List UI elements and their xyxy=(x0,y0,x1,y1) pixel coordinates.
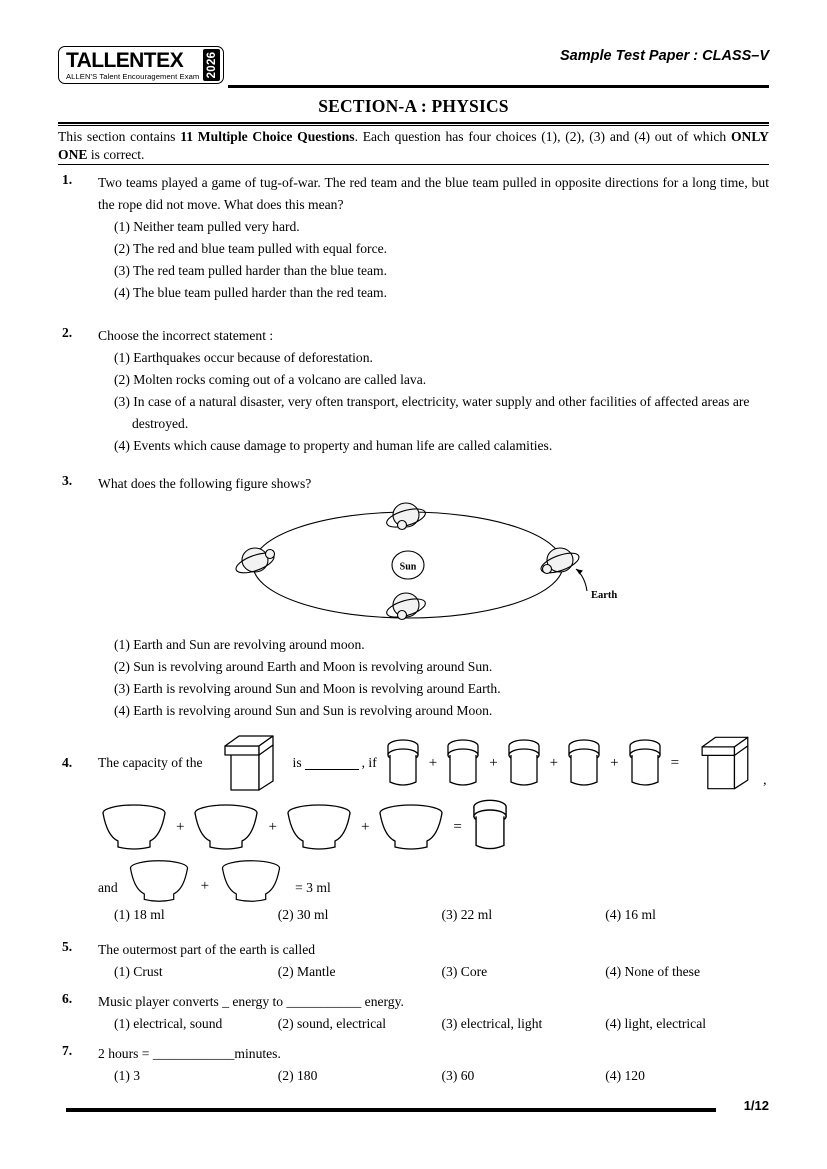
question-1-option-3[interactable]: (3) The red team pulled harder than the blue team. xyxy=(114,263,388,278)
instructions-bold-onlyone: ONLY ONE xyxy=(58,129,769,162)
question-3-option-1[interactable]: (1) Earth and Sun are revolving around moon. xyxy=(114,637,365,652)
question-2-option-2[interactable]: (2) Molten rocks coming out of a volcano are called lava. xyxy=(114,372,427,387)
question-4-text-part3: , if xyxy=(361,755,377,770)
question-7-option-1[interactable]: (1) 3 xyxy=(114,1068,141,1083)
question-2-number: 2. xyxy=(62,325,73,340)
question-1-option-4[interactable]: (4) The blue team pulled harder than the red team. xyxy=(114,285,388,300)
question-7-option-2[interactable]: (2) 180 xyxy=(277,1068,318,1083)
equals-sign-2: = xyxy=(453,818,462,835)
question-6-text: Music player converts _ energy to ___________ energy. xyxy=(98,994,404,1009)
question-3-text: What does the following figure shows? xyxy=(98,476,312,491)
question-6-option-4[interactable]: (4) light, electrical xyxy=(605,1016,707,1031)
bowl-icon-3 xyxy=(283,802,355,852)
question-4-line-1 xyxy=(58,730,769,796)
glass-icon-5 xyxy=(625,735,665,791)
question-5-option-2[interactable]: (2) Mantle xyxy=(277,964,336,979)
glass-icon-1 xyxy=(383,735,423,791)
question-3-option-2[interactable]: (2) Sun is revolving around Earth and Moon is revolving around Sun. xyxy=(114,659,493,674)
glass-icon-4 xyxy=(564,735,604,791)
question-1 xyxy=(58,172,769,304)
tallentex-logo xyxy=(58,46,224,84)
section-rule-bottom xyxy=(58,164,769,165)
question-7-number: 7. xyxy=(62,1043,73,1058)
plus-sign-b1: + xyxy=(176,818,185,835)
earth-right xyxy=(539,548,582,577)
question-3 xyxy=(58,473,769,722)
section-rule-top xyxy=(58,122,769,126)
question-6-options xyxy=(98,1013,769,1035)
question-4-option-4[interactable]: (4) 16 ml xyxy=(605,907,656,922)
question-1-number: 1. xyxy=(62,172,73,187)
orbit-figure xyxy=(98,497,769,634)
page-number: 1/12 xyxy=(743,1098,769,1113)
instructions-pre: This section contains xyxy=(58,129,181,144)
question-1-option-2[interactable]: (2) The red and blue team pulled with equal force. xyxy=(114,241,388,256)
logo-year-badge xyxy=(203,49,220,81)
section-title: SECTION-A : PHYSICS xyxy=(318,96,509,116)
question-2-option-3[interactable] xyxy=(98,391,769,435)
question-6-number: 6. xyxy=(62,991,73,1006)
question-4-text-result: = 3 ml xyxy=(295,880,331,895)
earth-callout-arrow xyxy=(576,569,587,591)
orbit-diagram-svg xyxy=(98,497,778,629)
logo-wordmark xyxy=(66,50,183,71)
question-4-option-1[interactable]: (1) 18 ml xyxy=(114,907,165,922)
plus-sign-b4: + xyxy=(200,878,210,894)
question-2-option-1[interactable]: (1) Earthquakes occur because of deforestation. xyxy=(114,350,373,365)
sun-symbol xyxy=(392,551,424,579)
question-3-number: 3. xyxy=(62,473,73,488)
question-4-line-3 xyxy=(98,858,769,904)
question-2 xyxy=(58,325,769,457)
sample-test-paper-title: Sample Test Paper : CLASS–V xyxy=(560,48,769,64)
question-6-option-3[interactable]: (3) electrical, light xyxy=(441,1016,543,1031)
sun-label: Sun xyxy=(399,561,417,573)
earth-label: Earth xyxy=(591,590,618,601)
logo-tagline: ALLEN'S Talent Encouragement Exam xyxy=(66,72,200,81)
instructions-post: is correct. xyxy=(87,146,145,162)
question-1-text: Two teams played a game of tug-of-war. The red team and the blue team pulled in opposite directions for a long time, but the rope did not move. What does this mean? xyxy=(98,175,769,212)
bowl-icon-2 xyxy=(190,802,262,852)
question-7-options xyxy=(98,1065,769,1087)
header-rule xyxy=(228,85,769,88)
page-header xyxy=(58,44,769,94)
question-1-option-1[interactable]: (1) Neither team pulled very hard. xyxy=(114,219,300,234)
question-5 xyxy=(58,939,769,983)
question-7-option-3[interactable]: (3) 60 xyxy=(441,1068,475,1083)
question-2-option-3-text: (3) In case of a natural disaster, very often transport, electricity, water supply and other facilities of affected areas are destroyed. xyxy=(114,394,750,431)
question-5-number: 5. xyxy=(62,939,73,954)
equals-sign-1: = xyxy=(670,754,680,771)
question-4-blank[interactable] xyxy=(305,757,359,770)
footer-rule xyxy=(66,1108,716,1112)
logo-word-part1: TALLEN xyxy=(66,49,144,72)
earth-bottom xyxy=(385,593,428,621)
bowl-icon-4 xyxy=(375,802,447,852)
question-4-option-3[interactable]: (3) 22 ml xyxy=(441,907,493,922)
question-5-text: The outermost part of the earth is called xyxy=(98,942,316,957)
question-2-option-4[interactable]: (4) Events which cause damage to property and human life are called calamities. xyxy=(114,438,553,453)
bowl-icon-6 xyxy=(215,858,287,904)
question-5-option-4[interactable]: (4) None of these xyxy=(605,964,700,979)
plus-sign-b3: + xyxy=(360,818,370,835)
question-6 xyxy=(58,991,769,1035)
question-4-line-2 xyxy=(98,796,769,858)
question-7-text: 2 hours = ____________minutes. xyxy=(98,1046,281,1061)
question-4-text-part2: is xyxy=(292,755,302,770)
question-2-text: Choose the incorrect statement : xyxy=(98,328,274,343)
earth-top xyxy=(385,503,428,531)
question-6-option-1[interactable]: (1) electrical, sound xyxy=(114,1016,223,1031)
question-4-number: 4. xyxy=(62,755,73,770)
question-7-option-4[interactable]: (4) 120 xyxy=(605,1068,645,1083)
instructions-mid: . Each question has four choices (1), (2), (3) and (4) out of which xyxy=(354,129,731,144)
logo-word-part2: TEX xyxy=(143,49,184,72)
question-5-options xyxy=(98,961,769,983)
question-4-text-part1: The capacity of the xyxy=(98,755,203,770)
glass-icon-2 xyxy=(443,735,483,791)
question-4-text-part4: , xyxy=(763,772,767,787)
glass-icon-3 xyxy=(504,735,544,791)
bowl-icon-5 xyxy=(123,858,195,904)
glass-icon-6 xyxy=(468,795,512,855)
question-4-options xyxy=(98,904,769,926)
question-7 xyxy=(58,1043,769,1087)
question-6-option-2[interactable]: (2) sound, electrical xyxy=(277,1016,387,1031)
box-icon-2 xyxy=(685,732,763,794)
box-icon xyxy=(207,732,289,794)
plus-sign-2: + xyxy=(489,754,498,771)
question-4-option-2[interactable]: (2) 30 ml xyxy=(277,907,329,922)
plus-sign-1: + xyxy=(428,754,438,771)
question-4-text-and: and xyxy=(98,880,118,895)
plus-sign-b2: + xyxy=(268,818,277,835)
section-instructions xyxy=(58,128,769,163)
question-3-option-3[interactable]: (3) Earth is revolving around Sun and Moon is revolving around Earth. xyxy=(114,681,501,696)
question-3-option-4[interactable]: (4) Earth is revolving around Sun and Sun is revolving around Moon. xyxy=(114,703,493,718)
plus-sign-3: + xyxy=(549,754,559,771)
logo-year-text: 2026 xyxy=(205,51,218,79)
bowl-icon-1 xyxy=(98,802,170,852)
question-5-option-3[interactable]: (3) Core xyxy=(441,964,488,979)
question-5-option-1[interactable]: (1) Crust xyxy=(114,964,163,979)
plus-sign-4: + xyxy=(610,754,619,771)
question-4 xyxy=(58,730,769,926)
instructions-bold-questions: 11 Multiple Choice Questions xyxy=(180,129,355,144)
